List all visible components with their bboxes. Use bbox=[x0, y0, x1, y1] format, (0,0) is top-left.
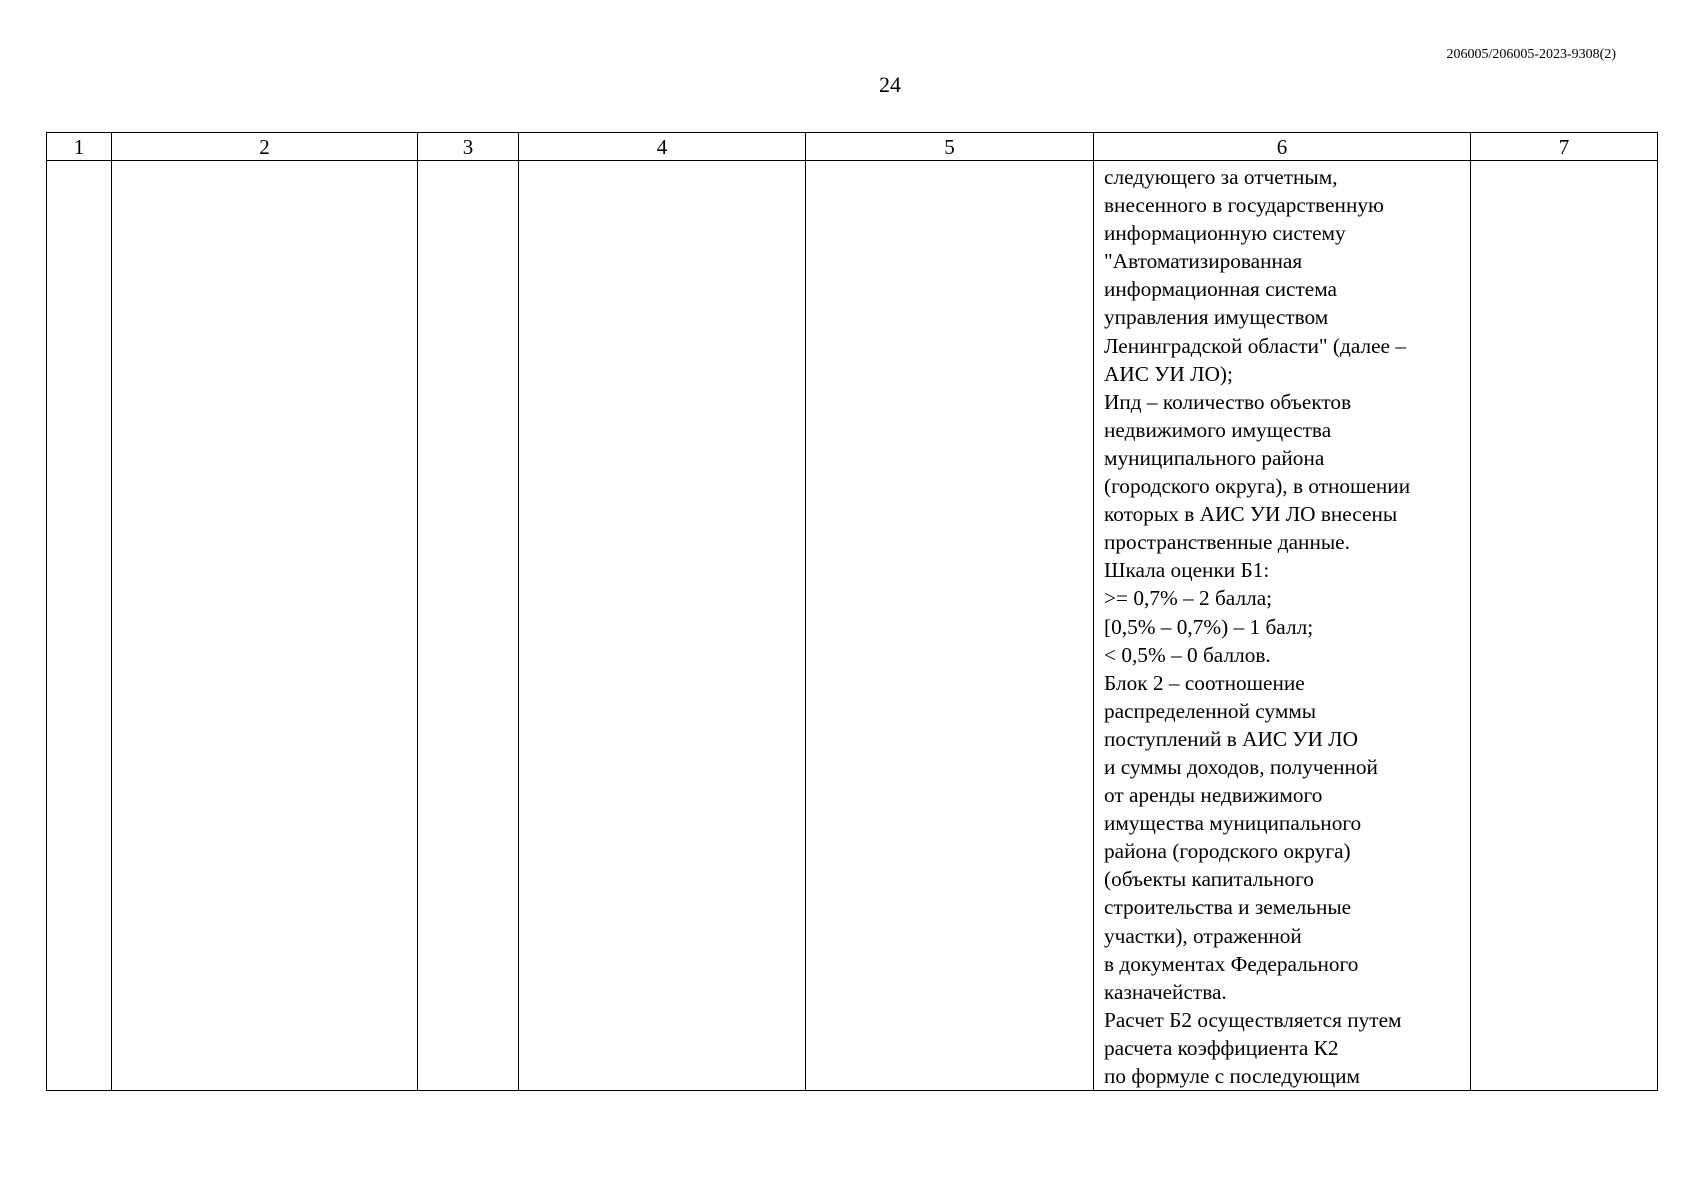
column-header-5: 5 bbox=[806, 133, 1094, 161]
text-line: казначейства. bbox=[1104, 979, 1227, 1004]
text-line: в документах Федерального bbox=[1104, 951, 1359, 976]
text-line: Блок 2 – соотношение bbox=[1104, 670, 1305, 695]
cell-col-2 bbox=[112, 161, 418, 1091]
text-line: Расчет Б2 осуществляется путем bbox=[1104, 1007, 1402, 1032]
text-line: следующего за отчетным, bbox=[1104, 165, 1338, 189]
text-line: которых в АИС УИ ЛО внесены bbox=[1104, 502, 1398, 527]
text-line: "Автоматизированная bbox=[1104, 249, 1303, 274]
text-line: строительства и земельные bbox=[1104, 895, 1352, 920]
text-line: информационная система bbox=[1104, 277, 1338, 302]
column-6-text bbox=[1094, 161, 1470, 1090]
text-line: >= 0,7% – 2 балла; bbox=[1104, 586, 1273, 611]
text-line: поступлений в АИС УИ ЛО bbox=[1104, 726, 1358, 751]
cell-col-7 bbox=[1471, 161, 1658, 1091]
text-line: по формуле с последующим bbox=[1104, 1064, 1361, 1088]
column-header-7: 7 bbox=[1471, 133, 1658, 161]
text-line: (объекты капитального bbox=[1104, 867, 1314, 892]
text-line: района (городского округа) bbox=[1104, 839, 1351, 864]
text-line: распределенной суммы bbox=[1104, 698, 1317, 723]
text-line: Шкала оценки Б1: bbox=[1104, 558, 1270, 583]
text-line: имущества муниципального bbox=[1104, 811, 1362, 836]
page-number: 24 bbox=[879, 72, 901, 97]
text-line: и суммы доходов, полученной bbox=[1104, 754, 1378, 779]
text-line: недвижимого имущества bbox=[1104, 417, 1332, 442]
document-id: 206005/206005-2023-9308(2) bbox=[1446, 47, 1616, 62]
text-line: Ипд – количество объектов bbox=[1104, 389, 1352, 414]
text-line: от аренды недвижимого bbox=[1104, 783, 1323, 808]
text-line: Ленинградской области" (далее – bbox=[1104, 333, 1406, 358]
text-line: [0,5% – 0,7%) – 1 балл; bbox=[1104, 614, 1314, 639]
text-line: пространственные данные. bbox=[1104, 530, 1350, 555]
text-line: информационную систему bbox=[1104, 221, 1346, 246]
text-line: < 0,5% – 0 баллов. bbox=[1104, 642, 1271, 667]
text-line: участки), отраженной bbox=[1104, 923, 1302, 948]
table-row bbox=[47, 161, 1658, 1091]
text-line: АИС УИ ЛО); bbox=[1104, 361, 1233, 386]
cell-col-3 bbox=[418, 161, 519, 1091]
data-table bbox=[46, 132, 1658, 1091]
column-header-6: 6 bbox=[1094, 133, 1471, 161]
cell-col-5 bbox=[806, 161, 1094, 1091]
column-header-1: 1 bbox=[47, 133, 112, 161]
header-row bbox=[47, 133, 1658, 161]
text-line: внесенного в государственную bbox=[1104, 193, 1384, 218]
text-line: расчета коэффициента К2 bbox=[1104, 1035, 1339, 1060]
text-line: муниципального района bbox=[1104, 445, 1325, 470]
column-header-3: 3 bbox=[418, 133, 519, 161]
cell-col-4 bbox=[519, 161, 806, 1091]
column-header-2: 2 bbox=[112, 133, 418, 161]
cell-col-6 bbox=[1094, 161, 1471, 1091]
cell-col-1 bbox=[47, 161, 112, 1091]
column-header-4: 4 bbox=[519, 133, 806, 161]
text-line: (городского округа), в отношении bbox=[1104, 474, 1411, 499]
text-line: управления имуществом bbox=[1104, 305, 1329, 330]
